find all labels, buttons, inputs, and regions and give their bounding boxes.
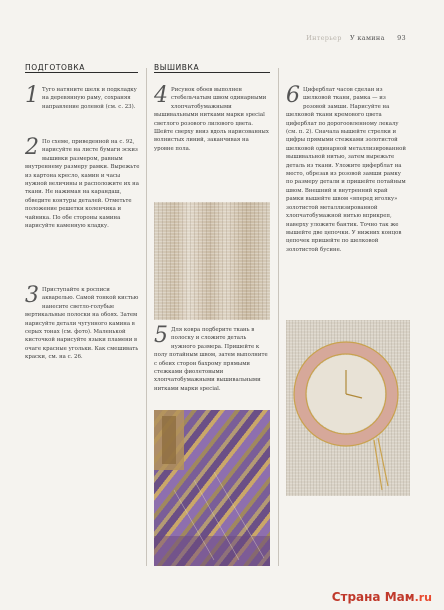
step-number: 5 (154, 323, 168, 348)
step-number: 1 (25, 83, 39, 108)
step-text: Для ковра подберите ткань в полоску и сложите деталь нужного размера. Пришейте к полу потайным швом, затем выполните с обеих сторон бахрому прямыми стежками фиолетовыми хлопчатобумажными вышивальными нитками марки special. (154, 327, 268, 392)
step-number: 3 (25, 283, 39, 308)
col1-heading: ПОДГОТОВКА (25, 63, 85, 72)
watermark-text: Страна Мам (331, 590, 415, 604)
step-4 (154, 83, 270, 153)
step-2 (25, 135, 140, 230)
step-5 (154, 323, 270, 393)
column-divider-1 (146, 68, 147, 566)
rug-photo (154, 410, 270, 566)
wallpaper-embroidery-photo (154, 202, 270, 320)
col1-rule (25, 72, 138, 73)
running-header (306, 34, 406, 42)
site-watermark (332, 590, 432, 604)
col2-rule (154, 72, 270, 73)
rug-detail-graphic (154, 410, 270, 566)
step-text: По схеме, приведенной на с. 92, нарисуйте на листе бумаги эскиз вышивки размером, равным внутреннему размеру рамки. Вырежьте из картона кресло, камин и часы нужной величины и расположите их на ткани. Не нажимая на карандаш, обведите контуры деталей. Отметьте положение решетки коленчика и чайника. По обе стороны камина нарисуйте каменную кладку. (25, 139, 140, 230)
step-number: 4 (154, 83, 168, 108)
col2-heading: ВЫШИВКА (154, 63, 200, 72)
step-text: Циферблат часов сделан из шелковой ткани, рамка — из розовой замши. Нарисуйте на шелковой ткани кремового цвета циферблат по дорогоовленному лекалу (см. п. 2). Сначала вышейте стрелки и цифры прямыми стежками золотистой шелковой одинарной металлизированной вышивальной нитью, затем вырежьте деталь из ткани. Уложите циферблат на место, обрезав из розовой замши рамку по размеру детали и пришейте потайным швом. Внешний и внутренний край рамки вышейте швом «вперед иголку» золотистой металлизированной хлопчатобумажной нитью вприкреп, наверху уложите бантик. Точно так же вышейте две цепочки. У нижних концов цепочек пришейте по шелковой золотистой бусине. (286, 87, 406, 253)
watermark-domain: .ru (414, 591, 432, 604)
clock-graphic (286, 320, 410, 496)
step-6 (286, 83, 406, 254)
step-text: Приступайте к росписи акварелью. Самой тонкой кистью нанесите светло-голубые вертикальные полоски на обоях. Затем нарисуйте детали чугунного камина в серых тонах (см. фото). Маленькой кисточкой нарисуйте языки пламени в очаге красные угольки. Как смешивать краски, см. на с. 26. (25, 287, 139, 361)
page-number: 93 (397, 34, 406, 42)
step-number: 2 (25, 135, 39, 160)
clock-embroidery-photo (286, 320, 410, 496)
step-text: Рисунок обоев выполнен стебельчатым швом одинарными хлопчатобумажными вышивальными нитками марки special светлого розового лилового цвета. Шейте сверху вниз вдоль нарисованных волнистых линий, заканчивая на уровне пола. (154, 87, 269, 152)
step-number: 6 (286, 83, 300, 108)
step-1 (25, 83, 140, 111)
step-text: Туго натяните шелк и подкладку на деревянную раму, сохраняя направление долевой (см. с. 23). (42, 87, 137, 110)
header-section: Интерьер (306, 34, 342, 42)
column-divider-2 (278, 68, 279, 566)
header-title: У камина (350, 34, 385, 42)
step-3 (25, 283, 140, 362)
